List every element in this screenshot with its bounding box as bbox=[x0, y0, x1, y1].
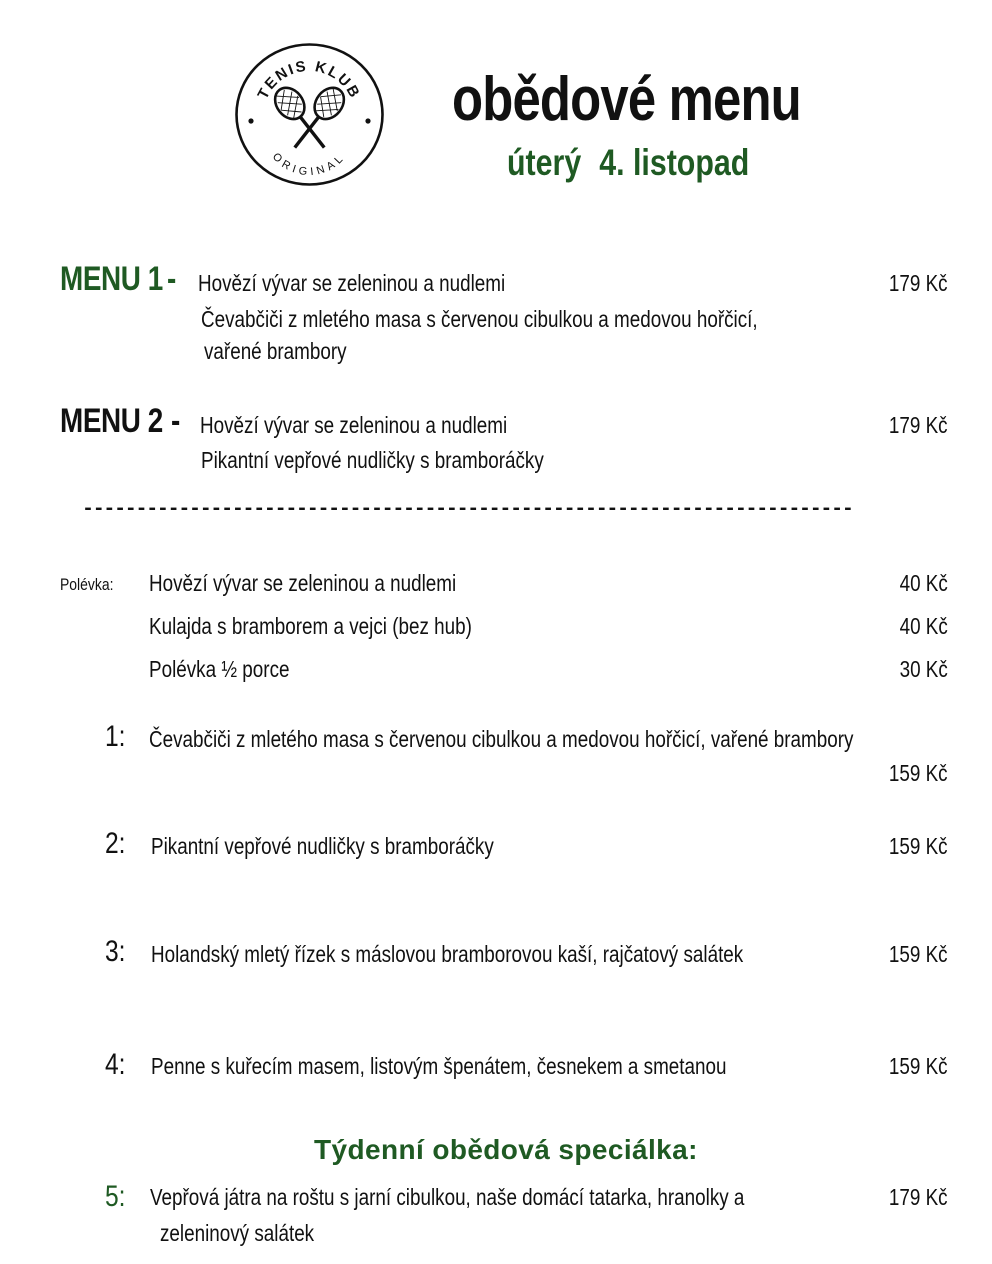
dish-3-name: Holandský mletý řízek s máslovou bramborovou kaší, rajčatový salátek bbox=[151, 941, 744, 967]
dish-2-price: 159 Kč bbox=[889, 833, 948, 859]
soup-item-2-price: 40 Kč bbox=[899, 613, 948, 639]
menu-2-line-2: Pikantní vepřové nudličky s bramboráčky bbox=[201, 447, 544, 473]
menu-date bbox=[507, 142, 802, 184]
menu-1-line-3: vařené brambory bbox=[204, 338, 347, 364]
menu-day: úterý bbox=[507, 142, 582, 183]
page-title: obědové menu bbox=[452, 65, 801, 134]
menu-2-line-1: Hovězí vývar se zeleninou a nudlemi bbox=[200, 412, 508, 438]
svg-text:ORIGINAL bbox=[270, 151, 348, 179]
soup-item-1-price: 40 Kč bbox=[899, 570, 948, 596]
menu-date-text: 4. listopad bbox=[599, 142, 750, 183]
crossed-tennis-rackets-icon bbox=[233, 41, 386, 188]
menu-1-dash: - bbox=[167, 260, 176, 298]
soup-item-3-price: 30 Kč bbox=[899, 656, 948, 682]
dish-3-number: 3: bbox=[105, 935, 126, 968]
club-logo bbox=[233, 41, 386, 188]
dish-1-price: 159 Kč bbox=[889, 760, 948, 786]
menu-1-line-2: Čevabčiči z mletého masa s červenou cibulkou a medovou hořčicí, bbox=[201, 306, 758, 332]
soup-item-2: Kulajda s bramborem a vejci (bez hub) bbox=[149, 613, 472, 639]
dish-4-name: Penne s kuřecím masem, listovým špenátem, česnekem a smetanou bbox=[151, 1053, 727, 1079]
soup-label: Polévka: bbox=[60, 575, 114, 594]
soup-item-3: Polévka ½ porce bbox=[149, 656, 290, 682]
dish-2-name: Pikantní vepřové nudličky s bramboráčky bbox=[151, 833, 494, 859]
menu-2-label: MENU 2 bbox=[60, 402, 163, 440]
dish-4-number: 4: bbox=[105, 1048, 126, 1081]
menu-2-price: 179 Kč bbox=[889, 412, 948, 438]
special-line-2: zeleninový salátek bbox=[160, 1220, 315, 1246]
menu-1-line-1: Hovězí vývar se zeleninou a nudlemi bbox=[198, 270, 506, 296]
soup-item-1: Hovězí vývar se zeleninou a nudlemi bbox=[149, 570, 457, 596]
dish-3-price: 159 Kč bbox=[889, 941, 948, 967]
menu-1-label: MENU 1 bbox=[60, 260, 163, 298]
menu-2-dash: - bbox=[171, 402, 180, 440]
logo-top-text: TENIS KLUB bbox=[254, 57, 364, 103]
special-number: 5: bbox=[105, 1180, 126, 1213]
section-divider: ------------------------------------------------------------------------ bbox=[82, 498, 853, 518]
special-heading: Týdenní obědová speciálka: bbox=[314, 1134, 698, 1165]
dish-1-number: 1: bbox=[105, 720, 126, 753]
special-line-1: Vepřová játra na roštu s jarní cibulkou, naše domácí tatarka, hranolky a bbox=[150, 1184, 745, 1210]
dish-2-number: 2: bbox=[105, 827, 126, 860]
dish-4-price: 159 Kč bbox=[889, 1053, 948, 1079]
menu-1-price: 179 Kč bbox=[889, 270, 948, 296]
logo-bottom-text: ORIGINAL bbox=[269, 150, 349, 179]
dish-1-name: Čevabčiči z mletého masa s červenou cibulkou a medovou hořčicí, vařené brambory bbox=[149, 726, 854, 752]
svg-text:TENIS KLUB bbox=[254, 58, 363, 102]
special-price: 179 Kč bbox=[889, 1184, 948, 1210]
